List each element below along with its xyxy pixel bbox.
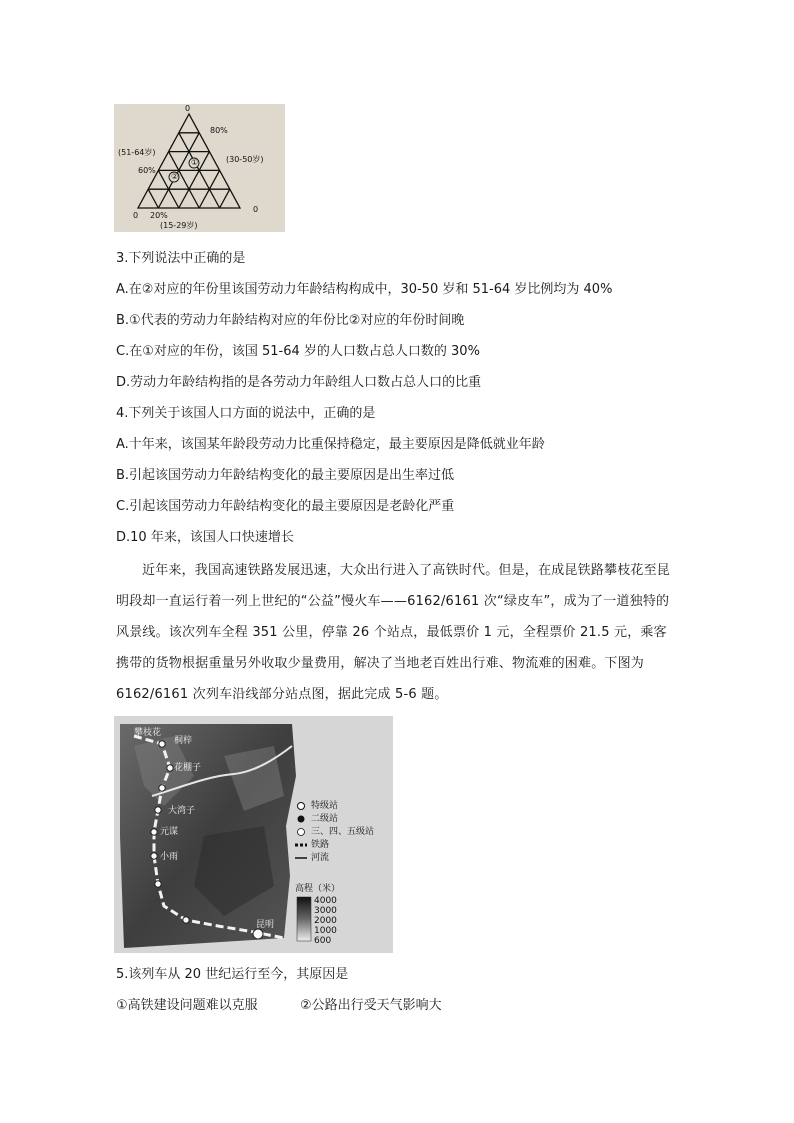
tick-80-label: 80% <box>210 126 228 135</box>
vertex-bottom-right-label: 0 <box>253 205 259 214</box>
legend-third-fifth-station: 三、四、五级站 <box>311 827 375 837</box>
station-label: 元谋 <box>160 827 179 837</box>
vertex-bottom-left-label: 0 <box>133 211 139 220</box>
axis-right-label: (30-50岁) <box>226 155 264 164</box>
axis-bottom-label: (15-29岁) <box>160 221 198 230</box>
q4-option-c: C.引起该国劳动力年龄结构变化的最主要原因是老龄化严重 <box>116 499 455 514</box>
legend-railway: 铁路 <box>311 840 330 850</box>
elevation-value: 1000 <box>314 926 337 936</box>
q3-option-d: D.劳动力年龄结构指的是各劳动力年龄组人口数占总人口的比重 <box>116 375 482 390</box>
tick-60-label: 60% <box>138 166 156 175</box>
q4-stem: 4.下列关于该国人口方面的说法中，正确的是 <box>116 406 376 421</box>
q4-option-b: B.引起该国劳动力年龄结构变化的最主要原因是出生率过低 <box>116 468 455 483</box>
q3-option-a: A.在②对应的年份里该国劳动力年龄结构构成中，30-50 岁和 51-64 岁比例均为 40% <box>116 282 613 297</box>
q5-stem: 5.该列车从 20 世纪运行至今，其原因是 <box>116 967 349 982</box>
q5-option-1: ①高铁建设问题难以克服 <box>116 998 258 1013</box>
ternary-diagram <box>114 104 285 232</box>
station-label: 昆明 <box>256 920 275 930</box>
elevation-value: 3000 <box>314 906 337 916</box>
q3-option-c: C.在①对应的年份，该国 51-64 岁的人口数占总人口数的 30% <box>116 344 480 359</box>
tick-20-label: 20% <box>150 211 168 220</box>
q4-option-d: D.10 年来，该国人口快速增长 <box>116 530 294 545</box>
station-label: 小雨 <box>160 852 179 862</box>
station-label: 花棚子 <box>174 763 202 773</box>
q3-option-b: B.①代表的劳动力年龄结构对应的年份比②对应的年份时间晚 <box>116 313 465 328</box>
legend-river: 河流 <box>311 853 330 863</box>
elevation-value: 2000 <box>314 916 337 926</box>
vertex-top-label: 0 <box>185 104 191 113</box>
elevation-value: 600 <box>314 936 332 946</box>
point-2-label: ② <box>171 172 179 181</box>
railway-map <box>114 716 393 953</box>
q5-option-2: ②公路出行受天气影响大 <box>300 998 442 1013</box>
q3-stem: 3.下列说法中正确的是 <box>116 251 246 266</box>
passage-paragraph: 近年来，我国高速铁路发展迅速，大众出行进入了高铁时代。但是，在成昆铁路攀枝花至昆明段却一直运行着一列上世纪的“公益”慢火车——6162/6161 次“绿皮车”，成为了一道独特的风景线。该次列车全程 351 公里，停靠 26 个站点，最低票价 1 元，全程票价 21.5 元，乘客携带的货物根据重量另外收取少量费用，解决了当地老百姓出行难、物流难的困难。下图为 6162/6161 次列车沿线部分站点图，据此完成 5-6 题。 <box>116 563 671 702</box>
axis-left-label: (51-64岁) <box>118 148 156 157</box>
q4-option-a: A.十年来，该国某年龄段劳动力比重保持稳定，最主要原因是降低就业年龄 <box>116 437 545 452</box>
station-label: 大湾子 <box>168 806 196 816</box>
legend-special-station: 特级站 <box>311 801 339 811</box>
elevation-title: 高程（米） <box>295 884 341 894</box>
elevation-value: 4000 <box>314 896 337 906</box>
point-1-label: ① <box>191 158 199 167</box>
station-label: 桐梓 <box>174 736 193 746</box>
legend-second-station: 二级站 <box>311 814 339 824</box>
station-label: 攀枝花 <box>134 728 162 738</box>
